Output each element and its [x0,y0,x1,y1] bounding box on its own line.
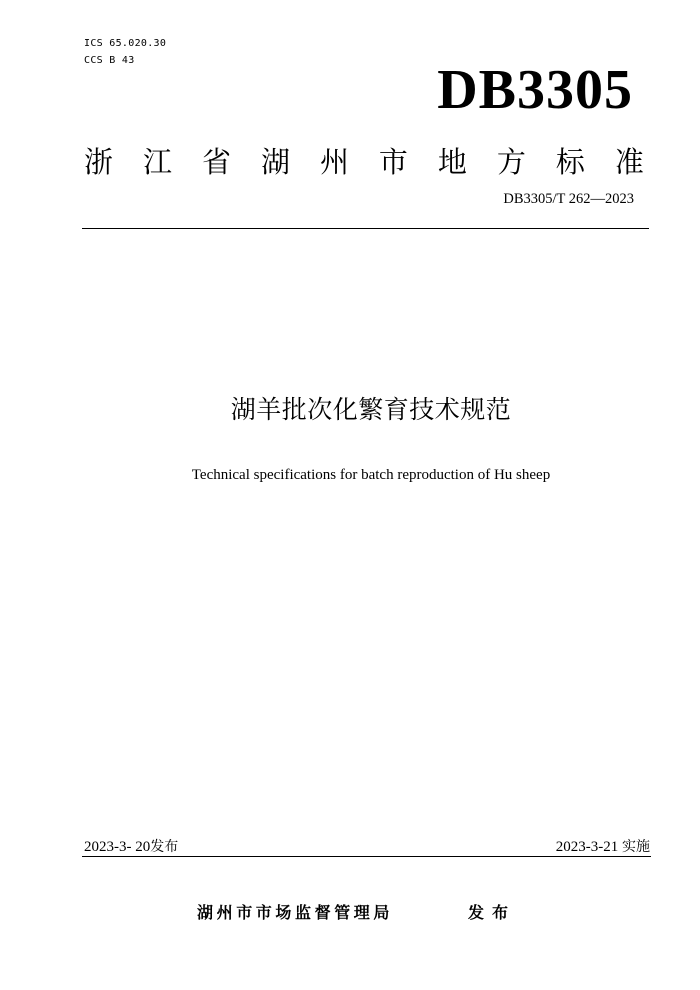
issue-date-line [84,838,178,856]
standard-type-char: 江 [142,145,172,179]
standard-type-heading [84,142,644,182]
standard-type-char: 市 [378,145,408,179]
ccs-code: CCS B 43 [84,55,135,66]
issue-date: 2023-3- 20 [84,839,151,855]
standard-type-char: 湖 [260,145,290,179]
standard-number: DB3305/T 262—2023 [503,191,634,207]
standard-type-char: 标 [555,145,585,179]
implement-date: 2023-3-21 [555,839,619,855]
implement-date-label: 实施 [622,839,650,855]
standard-type-char: 浙 [84,145,114,179]
standard-logo-code: DB3305 [437,59,633,121]
footer-divider [82,856,651,857]
title-english: Technical specifications for batch reproduction of Hu sheep [191,467,551,483]
title-chinese: 湖羊批次化繁育技术规范 [230,395,512,424]
standard-type-char: 省 [201,145,231,179]
issue-date-label: 发布 [150,839,179,855]
header-divider [82,228,649,229]
issuing-authority: 湖州市市场监督管理局 [197,903,394,922]
implement-date-line [556,838,650,856]
issue-word: 发布 [468,903,517,922]
standard-type-char: 州 [319,145,349,179]
ics-code: ICS 65.020.30 [84,38,167,49]
standard-type-char: 方 [496,145,526,179]
standard-type-char: 地 [437,145,467,179]
standard-type-char: 准 [614,145,644,179]
